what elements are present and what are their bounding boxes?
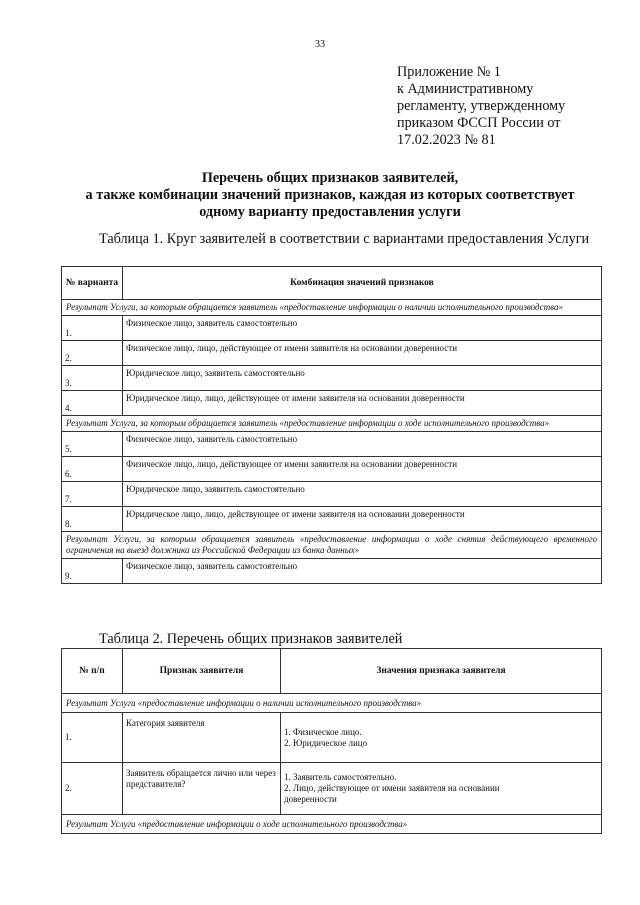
table-row: [62, 366, 602, 391]
table1-caption: Таблица 1. Круг заявителей в соответствии с вариантами предоставления Услуги: [99, 231, 590, 247]
value-line: доверенности: [284, 794, 337, 804]
header-variant-number: № варианта: [62, 267, 123, 300]
value-line: 1. Заявитель самостоятельно.: [284, 772, 397, 782]
table-header-row: [62, 267, 602, 300]
appendix-line: регламенту, утвержденному: [397, 98, 566, 114]
title-line: одному варианту предоставления услуги: [199, 204, 461, 220]
applicant-sign-values: [281, 713, 602, 763]
table-row: [62, 457, 602, 482]
result-section-row: [62, 532, 602, 559]
table-row: [62, 391, 602, 416]
applicant-signs-table: [61, 648, 602, 834]
result-section-text: Результат Услуги «предоставление информации о наличии исполнительного производства»: [62, 694, 602, 713]
appendix-line: приказом ФССП России от: [397, 115, 561, 131]
table-row: [62, 559, 602, 584]
variant-number: 2.: [62, 341, 123, 366]
applicants-variants-table: [61, 266, 602, 584]
table-row: [62, 341, 602, 366]
variant-number: 7.: [62, 482, 123, 507]
table-header-row: [62, 649, 602, 694]
variant-combination: Физическое лицо, заявитель самостоятельно: [123, 432, 602, 457]
header-sign: Признак заявителя: [123, 649, 281, 694]
page-number: 33: [315, 39, 325, 50]
title-line: а также комбинации значений признаков, каждая из которых соответствует: [85, 187, 575, 203]
value-line: 1. Физическое лицо.: [284, 726, 362, 737]
value-line: 2. Лицо, действующее от имени заявителя на основании: [284, 783, 500, 793]
applicant-sign: Заявитель обращается лично или через представителя?: [123, 763, 281, 815]
table-row: [62, 507, 602, 532]
document-title: [60, 170, 600, 221]
applicant-sign: Категория заявителя: [123, 713, 281, 763]
table-row: [62, 713, 602, 763]
table-row: [62, 432, 602, 457]
appendix-line: к Административному: [397, 81, 534, 97]
result-section-text: Результат Услуги, за которым обращается заявитель «предоставление информации о наличии исполнительного производства»: [62, 300, 602, 316]
variant-number: 1.: [62, 316, 123, 341]
variant-number: 8.: [62, 507, 123, 532]
appendix-line: 17.02.2023 № 81: [397, 132, 496, 148]
header-values: Значения признака заявителя: [281, 649, 602, 694]
variant-number: 4.: [62, 391, 123, 416]
table-row: [62, 316, 602, 341]
appendix-note: [397, 64, 617, 149]
row-number: 2.: [62, 763, 123, 815]
variant-number: 9.: [62, 559, 123, 584]
variant-combination: Юридическое лицо, лицо, действующее от имени заявителя на основании доверенности: [123, 391, 602, 416]
variant-combination: Юридическое лицо, заявитель самостоятельно: [123, 482, 602, 507]
row-number: 1.: [62, 713, 123, 763]
variant-combination: Физическое лицо, лицо, действующее от имени заявителя на основании доверенности: [123, 341, 602, 366]
result-section-text: Результат Услуги, за которым обращается заявитель «предоставление информации о ходе исполнительного производства»: [62, 416, 602, 432]
result-section-row: [62, 300, 602, 316]
variant-number: 3.: [62, 366, 123, 391]
appendix-line: Приложение № 1: [397, 64, 501, 80]
table2-caption: Таблица 2. Перечень общих признаков заявителей: [99, 631, 403, 647]
variant-combination: Юридическое лицо, лицо, действующее от имени заявителя на основании доверенности: [123, 507, 602, 532]
variant-combination: Физическое лицо, заявитель самостоятельно: [123, 316, 602, 341]
header-combination: Комбинация значений признаков: [123, 267, 602, 300]
table-row: [62, 763, 602, 815]
variant-number: 6.: [62, 457, 123, 482]
value-line: 2. Юридическое лицо: [284, 737, 368, 748]
result-section-text: Результат Услуги, за которым обращается заявитель «предоставление информации о ходе снятия действующего временного ограничения на выезд должника из Российской Федерации из банка данных»: [62, 532, 602, 559]
title-line: Перечень общих признаков заявителей,: [201, 170, 459, 186]
applicant-sign-values: [281, 763, 602, 815]
result-section-text: Результат Услуги «предоставление информации о ходе исполнительного производства»: [62, 815, 602, 834]
result-section-row: [62, 694, 602, 713]
table-row: [62, 482, 602, 507]
variant-combination: Физическое лицо, заявитель самостоятельно: [123, 559, 602, 584]
result-section-row: [62, 416, 602, 432]
variant-number: 5.: [62, 432, 123, 457]
result-section-row: [62, 815, 602, 834]
variant-combination: Юридическое лицо, заявитель самостоятельно: [123, 366, 602, 391]
header-number: № п/п: [62, 649, 123, 694]
variant-combination: Физическое лицо, лицо, действующее от имени заявителя на основании доверенности: [123, 457, 602, 482]
